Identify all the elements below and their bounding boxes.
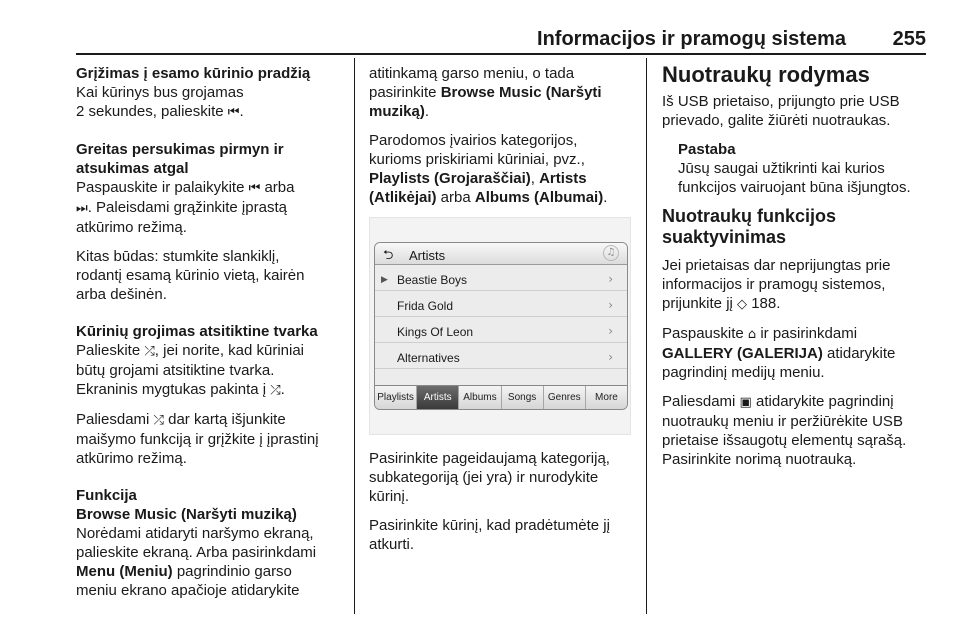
menu-term: Albums (Albumai) — [474, 189, 604, 206]
spacer — [76, 314, 346, 322]
paragraph-line: palieskite ekraną. Arba pasirinkdami — [76, 544, 317, 561]
text: atidarykite — [822, 345, 896, 362]
previous-track-icon: ⏮ — [248, 181, 261, 196]
paragraph-line: rodantį esamą kūrinio vietą, kairėn — [76, 267, 305, 284]
paragraph-line — [662, 294, 928, 314]
artist-name: Beastie Boys — [397, 273, 468, 287]
menu-term: Artists — [539, 170, 587, 187]
column-divider — [646, 58, 647, 614]
text: , jei norite, kad kūriniai — [154, 342, 305, 359]
paragraph-line: Pasirinkite norimą nuotrauką. — [662, 451, 857, 468]
subsection-title — [662, 206, 928, 248]
paragraph-line: Jei prietaisas dar neprijungtas prie — [662, 257, 891, 274]
note-box — [662, 140, 928, 197]
header-rule — [76, 53, 926, 55]
text: . Paleisdami grąžinkite įprastą — [87, 199, 287, 216]
tab-genres: Genres — [544, 386, 586, 409]
text: arba — [264, 179, 295, 196]
tab-songs: Songs — [502, 386, 544, 409]
tab-playlists: Playlists — [375, 386, 417, 409]
text: , — [530, 170, 540, 187]
spacer — [76, 478, 346, 486]
paragraph-line: informacijos ir pramogų sistemos, — [662, 276, 886, 293]
chevron-right-icon: › — [608, 324, 613, 338]
text: arba — [436, 189, 475, 206]
text: . — [239, 103, 244, 120]
artist-list-item — [375, 317, 627, 343]
play-indicator-icon: ▶ — [381, 275, 388, 285]
paragraph-line — [76, 102, 346, 122]
note-line: Jūsų saugai užtikrinti kai kurios — [678, 160, 885, 177]
tab-more: More — [595, 392, 618, 403]
shuffle-icon: ⤮ — [144, 344, 155, 359]
paragraph-line: nuotraukų meniu ir peržiūrėkite USB — [662, 413, 903, 430]
page-reference-icon: ◇ — [737, 297, 748, 312]
paragraph-line: prietaise išsaugotų elementų sąrašą. — [662, 432, 907, 449]
menu-term: (Atlikėjai) — [369, 189, 437, 206]
paragraph-line: kurioms priskiriami kūriniai, pvz., — [369, 151, 585, 168]
paragraph-line — [662, 344, 928, 363]
section-heading: Browse Music (Naršyti muziką) — [76, 506, 297, 523]
paragraph-line — [76, 562, 346, 581]
paragraph-line: pagrindinį medijų meniu. — [662, 364, 825, 381]
chevron-right-icon: › — [608, 298, 613, 312]
column-divider — [354, 58, 355, 614]
paragraph-line: Pasirinkite kūrinį, kad pradėtumėte jį — [369, 517, 610, 534]
section-heading: Kūrinių grojimas atsitiktine tvarka — [76, 323, 318, 340]
artist-name: Alternatives — [397, 351, 460, 365]
text: Ekraninis mygtukas pakinta į — [76, 381, 267, 398]
column-middle — [369, 64, 637, 554]
paragraph-line — [369, 102, 637, 121]
paragraph-line: prievado, galite žiūrėti nuotraukas. — [662, 112, 891, 129]
section-heading: atsukimas atgal — [76, 160, 189, 177]
text: Paliesdami — [76, 411, 150, 428]
paragraph-line: būtų grojami atsitiktine tvarka. — [76, 362, 275, 379]
paragraph-line: maišymo funkciją ir grįžkite į įprastinį — [76, 431, 319, 448]
section-title: Nuotraukų rodymas — [662, 62, 870, 87]
paragraph-line — [369, 169, 637, 188]
column-right — [662, 64, 928, 469]
text: prijunkite jį — [662, 295, 733, 312]
back-arrow-icon: ⮌ — [383, 248, 394, 263]
menu-term: Browse Music (Naršyti — [440, 84, 602, 101]
note-line: funkcijos vairuojant būna išjungtos. — [678, 179, 911, 196]
paragraph-line: atitinkamą garso meniu, o tada — [369, 65, 575, 82]
paragraph-line: arba dešinėn. — [76, 286, 167, 303]
artist-list-item — [375, 291, 627, 317]
paragraph-line: atkurti. — [369, 536, 415, 553]
home-icon: ⌂ — [747, 327, 757, 342]
paragraph-line: atkūrimo režimą. — [76, 219, 187, 236]
text: . — [280, 381, 285, 398]
page-header — [76, 28, 926, 54]
paragraph-line: atkūrimo režimą. — [76, 450, 187, 467]
section-heading: Greitas persukimas pirmyn ir — [76, 141, 284, 158]
paragraph-line — [76, 178, 346, 198]
browse-music-screenshot — [369, 217, 631, 435]
menu-term: GALLERY (GALERIJA) — [662, 345, 823, 362]
note-title: Pastaba — [678, 141, 736, 158]
music-note-icon: ♫ — [603, 245, 619, 261]
column-left — [76, 64, 346, 600]
photo-icon: ▣ — [739, 395, 752, 410]
subsection-title-line: suaktyvinimas — [662, 227, 787, 247]
previous-track-icon: ⏮ — [227, 105, 240, 120]
paragraph-line: kūrinį. — [369, 488, 410, 505]
tab-artists: Artists — [417, 386, 459, 409]
text: pasirinkite — [369, 84, 441, 101]
text: Paspauskite — [662, 325, 744, 342]
shuffle-active-icon: ⤮ — [153, 413, 164, 428]
text: 2 sekundes, palieskite — [76, 103, 224, 120]
paragraph-line — [369, 188, 637, 207]
screen-panel — [374, 242, 628, 410]
spacer — [76, 132, 346, 140]
paragraph-line: Pasirinkite pageidaujamą kategoriją, — [369, 450, 610, 467]
artist-list-item — [375, 265, 627, 291]
artist-name: Kings Of Leon — [397, 325, 474, 339]
section-heading: Funkcija — [76, 487, 137, 504]
paragraph-line — [662, 324, 928, 344]
shuffle-active-icon: ⤮ — [270, 383, 281, 398]
paragraph-line: Parodomos įvairios kategorijos, — [369, 132, 578, 149]
tab-albums: Albums — [459, 386, 501, 409]
paragraph-line — [369, 83, 637, 102]
paragraph-line — [76, 198, 346, 218]
paragraph-line: subkategoriją (jei yra) ir nurodykite — [369, 469, 599, 486]
section-heading: Grįžimas į esamo kūrinio pradžią — [76, 65, 311, 82]
chevron-right-icon: › — [608, 272, 613, 286]
text: ir pasirinkdami — [760, 325, 858, 342]
chevron-right-icon: › — [608, 350, 613, 364]
text: . — [424, 103, 430, 120]
text: . — [603, 189, 608, 206]
paragraph-line — [76, 341, 346, 361]
text: Paspauskite ir palaikykite — [76, 179, 245, 196]
paragraph-line: Kitas būdas: stumkite slankiklį, — [76, 248, 280, 265]
subsection-title-line: Nuotraukų funkcijos — [662, 206, 837, 226]
category-tab-bar — [375, 385, 627, 409]
paragraph-line — [76, 410, 346, 430]
screen-title: Artists — [409, 248, 446, 263]
text: dar kartą išjunkite — [168, 411, 286, 428]
paragraph-line — [76, 380, 346, 400]
screen-titlebar — [375, 243, 627, 265]
next-track-icon: ⏭ — [76, 201, 88, 216]
paragraph-line — [662, 392, 928, 412]
paragraph-line: Kai kūrinys bus grojamas — [76, 84, 244, 101]
menu-term: Playlists (Grojaraščiai) — [369, 170, 531, 187]
text: Palieskite — [76, 342, 141, 359]
artist-name: Frida Gold — [397, 299, 454, 313]
page-header-title: Informacijos ir pramogų sistema — [537, 28, 846, 50]
menu-term: Menu (Meniu) — [76, 563, 173, 580]
page-reference[interactable]: 188. — [751, 295, 781, 312]
page-number: 255 — [892, 28, 926, 50]
paragraph-line: Norėdami atidaryti naršymo ekraną, — [76, 525, 314, 542]
menu-term: muziką) — [369, 103, 425, 120]
text: Paliesdami — [662, 393, 736, 410]
artist-list-item — [375, 343, 627, 369]
paragraph-line: meniu ekrano apačioje atidarykite — [76, 582, 300, 599]
text: atidarykite pagrindinį — [756, 393, 894, 410]
text: pagrindinio garso — [172, 563, 292, 580]
paragraph-line: Iš USB prietaiso, prijungto prie USB — [662, 93, 900, 110]
